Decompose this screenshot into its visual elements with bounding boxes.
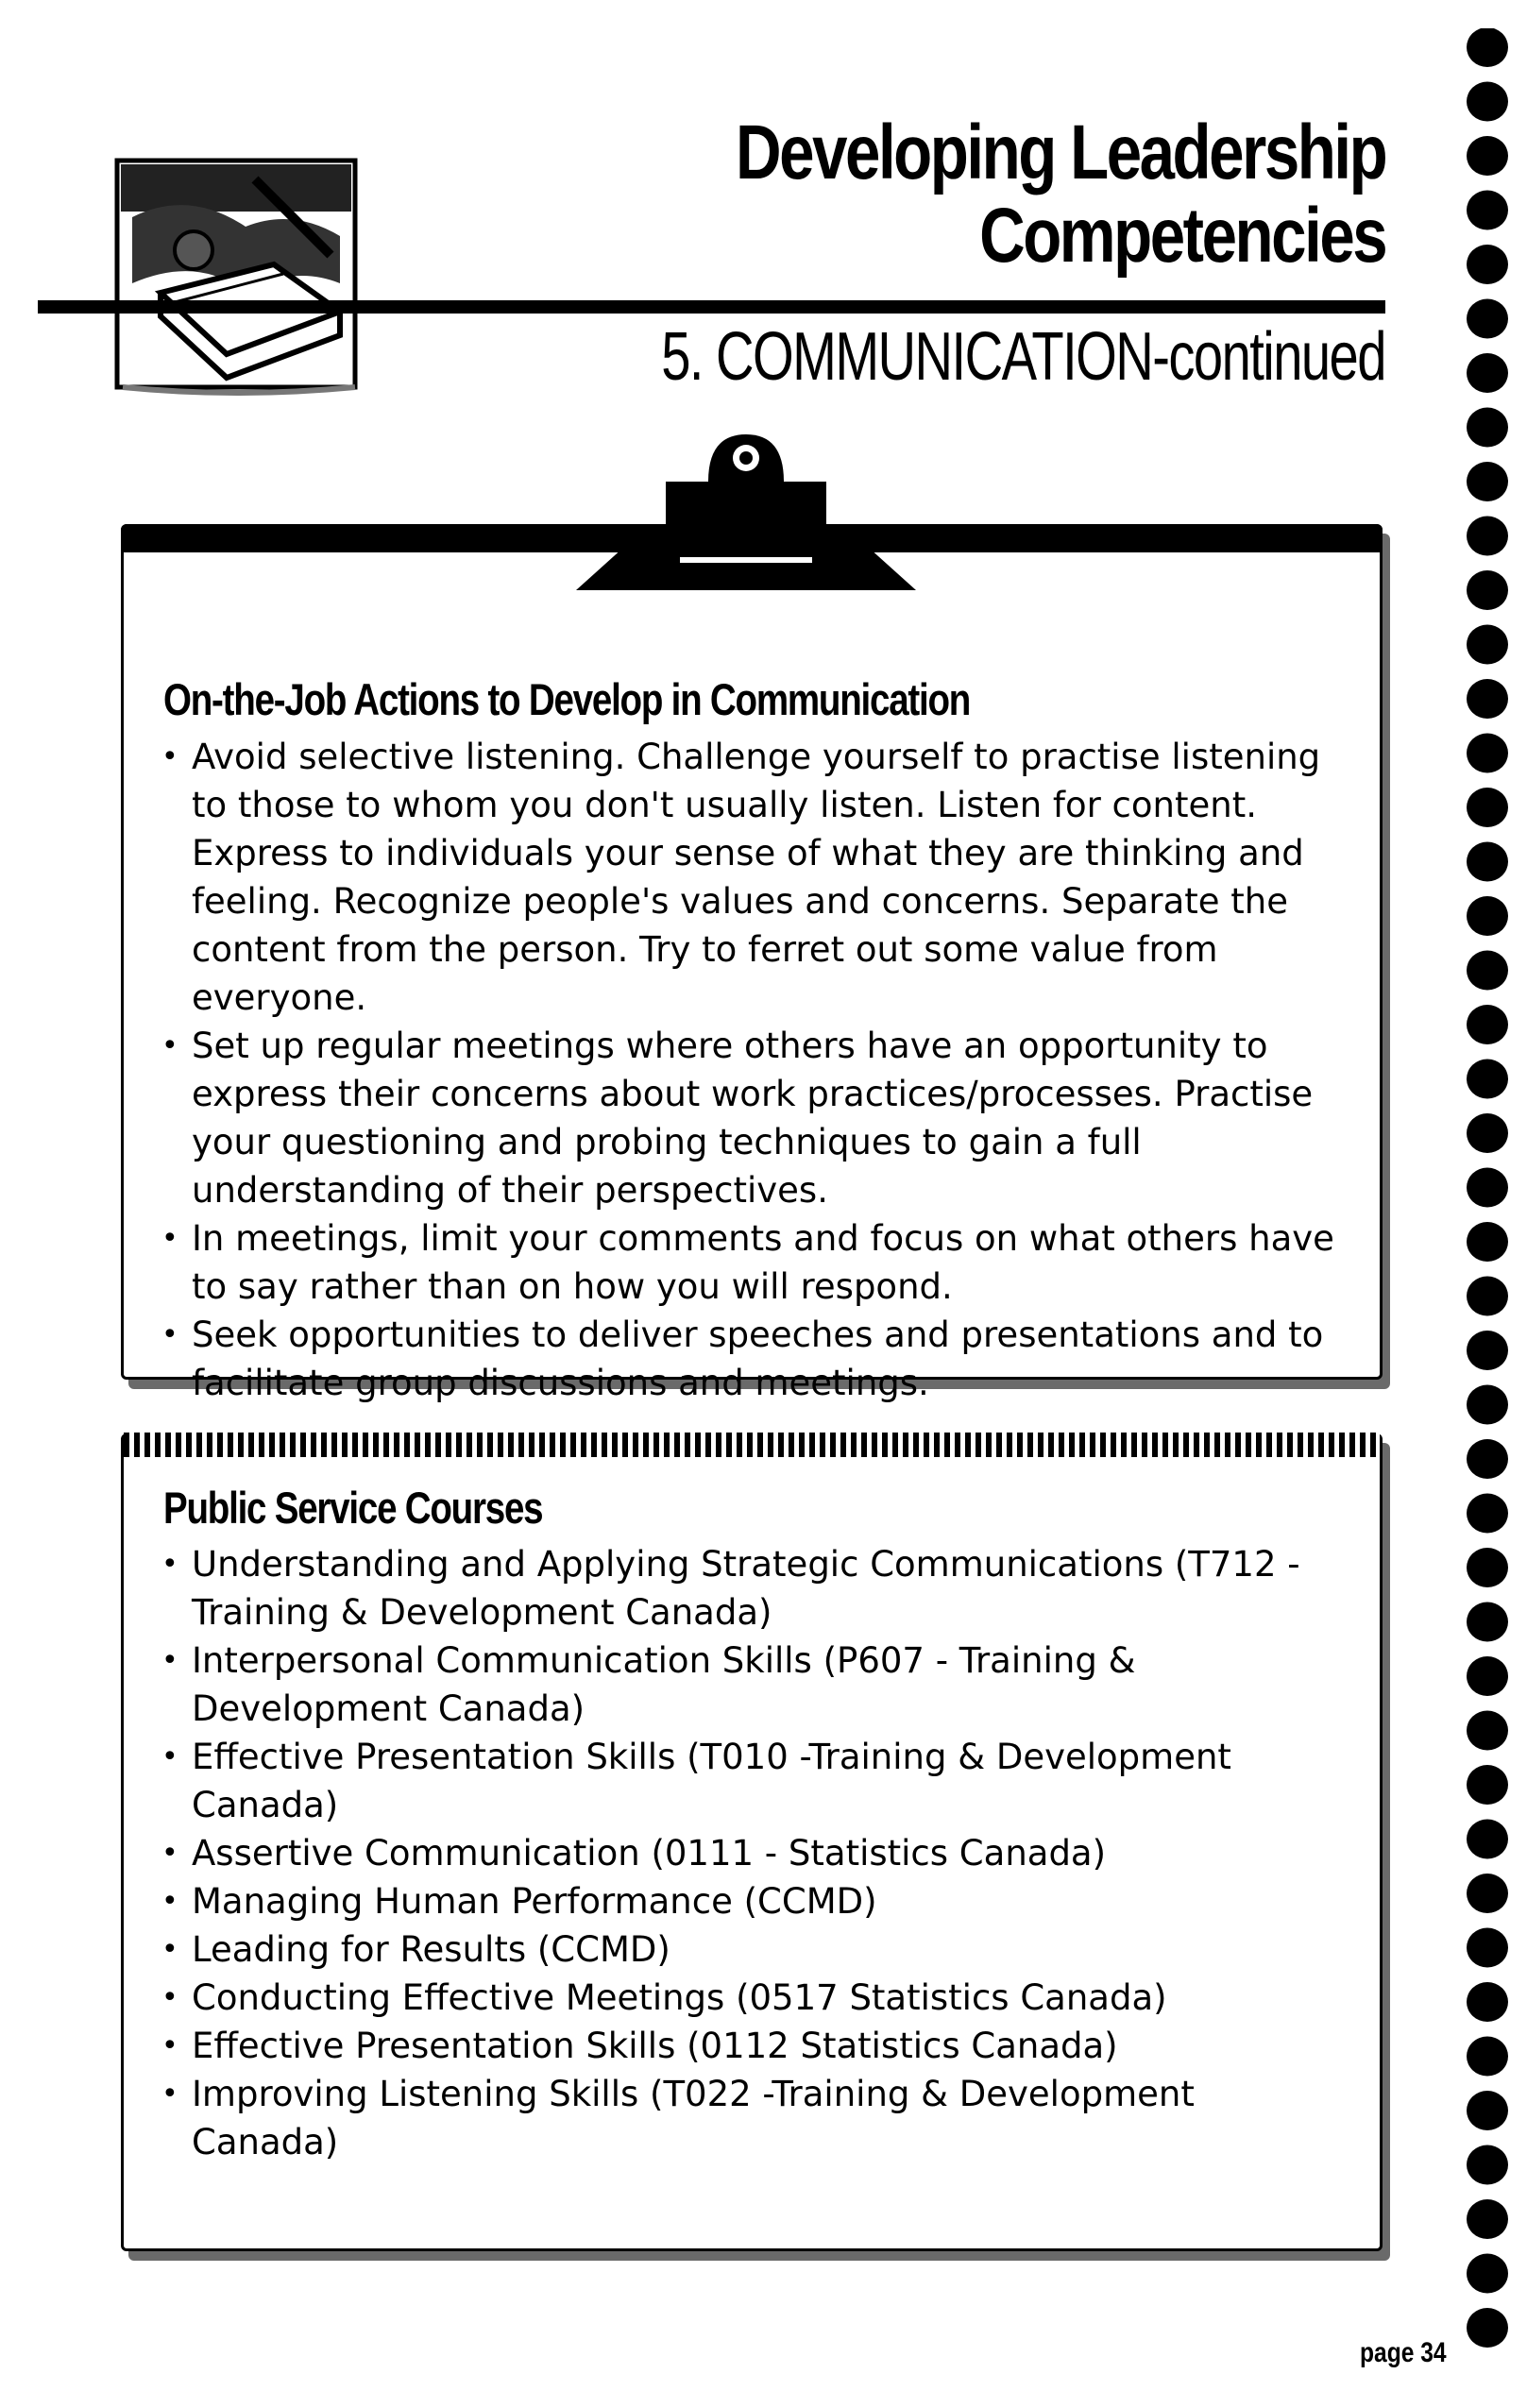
binder-hole	[1467, 1439, 1508, 1479]
binder-hole	[1467, 1874, 1508, 1913]
list-item: • Managing Human Performance (CCMD)	[161, 1877, 1342, 1925]
list-item: • Understanding and Applying Strategic Communications (T712 -Training & Development Canada)	[161, 1540, 1342, 1636]
binder-hole	[1467, 136, 1508, 176]
binder-hole	[1467, 517, 1508, 556]
binder-hole	[1467, 625, 1508, 665]
binder-hole	[1467, 2254, 1508, 2294]
binder-hole	[1467, 2308, 1508, 2348]
binder-hole	[1467, 1277, 1508, 1316]
binder-hole	[1467, 1060, 1508, 1099]
list-item: • Effective Presentation Skills (T010 -Training & Development Canada)	[161, 1733, 1342, 1829]
binder-hole	[1467, 679, 1508, 719]
page-subtitle: 5. COMMUNICATION-continued	[661, 319, 1385, 395]
binder-hole	[1467, 1113, 1508, 1153]
list-item: • Improving Listening Skills (T022 -Training & Development Canada)	[161, 2070, 1342, 2166]
spiral-coil	[124, 1433, 1380, 1457]
binder-hole	[1467, 1331, 1508, 1370]
binder-hole	[1467, 2037, 1508, 2077]
list-item: • Interpersonal Communication Skills (P607 - Training & Development Canada)	[161, 1636, 1342, 1733]
list-item: • Avoid selective listening. Challenge yourself to practise listening to those to whom you don't usually listen. Listen for content. Express to individuals your sense of what they are thinking and feeling. Recognize people's values and concerns. Separate the content from the person. Try to ferret out some value from everyone.	[161, 733, 1342, 1022]
list-item: • In meetings, limit your comments and focus on what others have to say rather than on how you will respond.	[161, 1214, 1342, 1311]
courses-heading: Public Service Courses	[163, 1483, 543, 1533]
binder-hole	[1467, 1765, 1508, 1805]
list-item: • Assertive Communication (0111 - Statistics Canada)	[161, 1829, 1342, 1877]
binder-hole	[1467, 1494, 1508, 1534]
binder-hole	[1467, 734, 1508, 773]
binder-hole	[1467, 2091, 1508, 2130]
actions-panel	[121, 524, 1383, 1403]
binder-hole	[1467, 1168, 1508, 1208]
binder-hole	[1467, 788, 1508, 827]
courses-panel	[121, 1433, 1383, 2251]
header-rule	[38, 300, 1385, 314]
binder-hole	[1467, 28, 1508, 67]
list-item: • Seek opportunities to deliver speeches and presentations and to facilitate group discussions and meetings.	[161, 1311, 1342, 1407]
list-item: • Leading for Results (CCMD)	[161, 1925, 1342, 1974]
binder-hole	[1467, 951, 1508, 991]
binder-hole	[1467, 191, 1508, 230]
binder-hole	[1467, 1820, 1508, 1859]
binder-hole	[1467, 842, 1508, 882]
binder-hole	[1467, 1005, 1508, 1044]
actions-heading: On-the-Job Actions to Develop in Communication	[163, 674, 971, 724]
binder-hole	[1467, 1603, 1508, 1642]
courses-list	[161, 1540, 1342, 2166]
binder-hole	[1467, 245, 1508, 284]
binder-hole	[1467, 1928, 1508, 1968]
binder-hole	[1467, 1656, 1508, 1696]
binder-hole	[1467, 1711, 1508, 1751]
binder-hole	[1467, 1982, 1508, 2022]
binder-hole	[1467, 570, 1508, 610]
binder-hole	[1467, 299, 1508, 339]
binder-hole	[1467, 2199, 1508, 2239]
page-title	[736, 111, 1385, 278]
list-item: • Conducting Effective Meetings (0517 Statistics Canada)	[161, 1974, 1342, 2022]
binder-hole	[1467, 1548, 1508, 1587]
title-line-1: Developing Leadership	[735, 110, 1385, 195]
list-item: • Set up regular meetings where others have an opportunity to express their concerns about work practices/processes. Practise your questioning and probing techniques to gain a full understanding of their perspectives.	[161, 1022, 1342, 1214]
title-line-2: Competencies	[978, 193, 1385, 279]
binder-hole	[1467, 462, 1508, 501]
list-item: • Effective Presentation Skills (0112 Statistics Canada)	[161, 2022, 1342, 2070]
clipboard-clip-icon	[567, 425, 925, 595]
binder-hole	[1467, 82, 1508, 122]
notebook-illustration-icon	[104, 151, 368, 401]
binder-hole	[1467, 353, 1508, 393]
actions-list	[161, 733, 1342, 1407]
binder-holes-icon	[1459, 28, 1516, 2389]
binder-hole	[1467, 896, 1508, 936]
binder-hole	[1467, 1222, 1508, 1262]
binder-hole	[1467, 408, 1508, 448]
page-number: page 34	[1360, 2337, 1447, 2368]
binder-hole	[1467, 1385, 1508, 1425]
binder-hole	[1467, 2145, 1508, 2185]
